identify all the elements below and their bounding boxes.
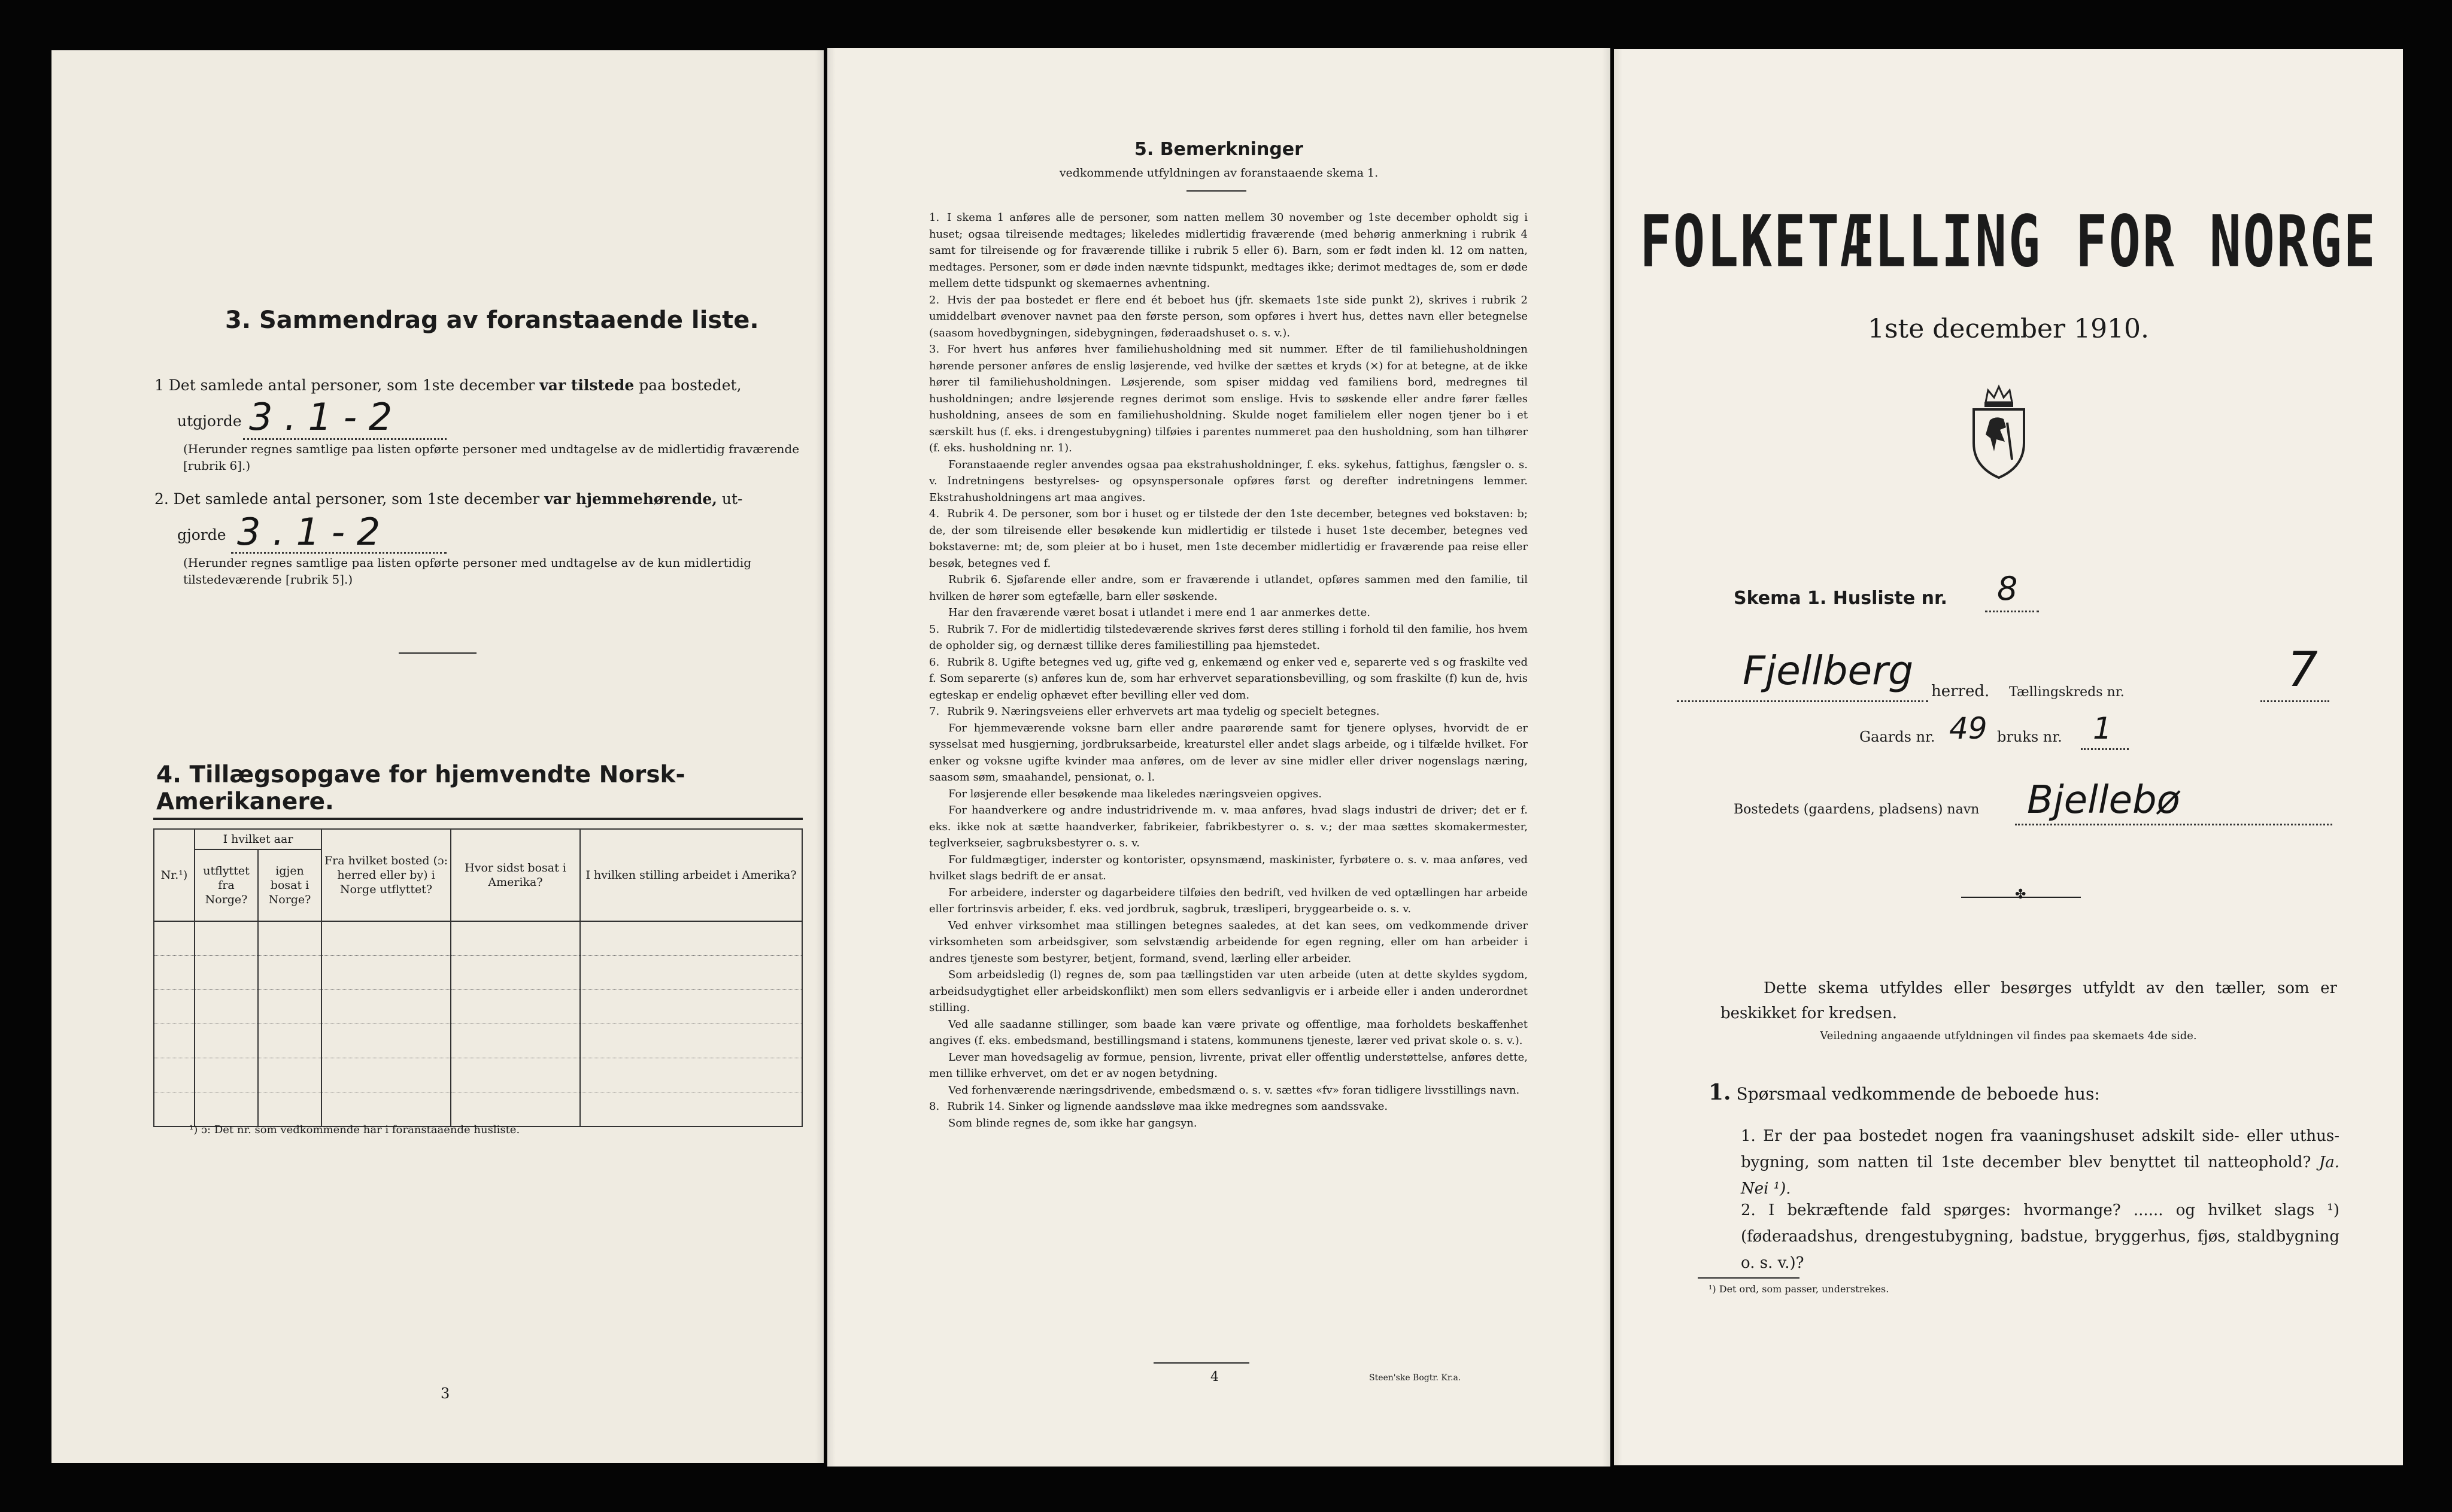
remark-number: 1. [929, 211, 940, 224]
section3-item2 [154, 487, 801, 511]
norsk-amerikanere-table [153, 828, 803, 1127]
remark-text: Rubrik 9. Næringsveiens eller erhvervets art maa tydelig og specielt betegnes. [947, 705, 1380, 718]
remark-paragraph [929, 918, 1528, 967]
remark-text: Rubrik 6. Sjøfarende eller andre, som er fraværende i utlandet, opføres sammen med den familie, til hvilken de hører som egtefælle, barn eller søskende. [929, 573, 1528, 603]
remark-text: Hvis der paa bostedet er flere end ét beboet hus (jfr. skemaets 1ste side punkt 2), skrives i rubrik 2 umiddelbart øvenover navnet paa den første person, som opføres i hvert hus, dettes navn eller betegnelse (saasom hovedbygningen, sidebygningen, føderaadshuset o. s. v.). [929, 293, 1528, 339]
remark-text: Lever man hovedsagelig av formue, pension, livrente, privat eller offentlig understøttelse, anføres dette, men tillike erhvervet, om det er av nogen betydning. [929, 1050, 1528, 1080]
remark-text: For hjemmeværende voksne barn eller andre paarørende samt for tjenere oplyses, hvorvidt de er sysselsat med husgjerning, jordbruksarbeide, kreaturstel eller andet slags arbeide, og i tilfælde hvilket. For enker og voksne ugifte kvinder maa anføres, om de lever av sine midler eller driver nogenslags næring, saasom søm, smaahandel, pensionat, o. l. [929, 721, 1528, 784]
husliste-nr: 8 [1997, 570, 2018, 608]
remark-text: For fuldmægtiger, inderster og kontorister, opsynsmænd, maskinister, fyrbøtere o. s. v. maa anføres, ved hvilket slags bedrift de er ansat. [929, 853, 1528, 882]
skema-label: Skema 1. Husliste nr. [1734, 588, 1947, 609]
remark-paragraph [929, 1082, 1528, 1099]
question-1 [1741, 1123, 2339, 1202]
remark-paragraph [929, 885, 1528, 918]
question-heading-num: 1. [1708, 1080, 1731, 1105]
col-amerika: Hvor sidst bosat i Amerika? [451, 829, 580, 921]
table-footnote: ¹) ɔ: Det nr. som vedkommende har i foranstaaende husliste. [189, 1124, 520, 1136]
remark-paragraph [929, 210, 1528, 292]
bruks-nr: 1 [2093, 711, 2112, 746]
item1-text-b: paa bostedet, [639, 377, 742, 394]
remark-paragraph [929, 572, 1528, 605]
husliste-dotline [1985, 611, 2039, 612]
item2-handwritten: 3 . 1 - 2 [237, 510, 381, 554]
census-date: 1ste december 1910. [1867, 314, 2150, 344]
remark-number: 8. [929, 1100, 940, 1113]
question-1-answer: Ja. Nei ¹). [1741, 1153, 2339, 1198]
remark-paragraph [929, 1098, 1528, 1115]
remark-paragraph [929, 720, 1528, 786]
page-left [51, 50, 824, 1463]
remark-text: I skema 1 anføres alle de personer, som natten mellem 30 november og 1ste december opholdt sig i huset; ogsaa tilreisende medtages; likeledes midlertidig fraværende (med behørig anmerkning i rubrik 4 samt for tilreisende og for fraværende tillike i rubrik 5 eller 6). Barn, som er født inden kl. 12 om natten, medtages. Personer, som er døde inden nævnte tidspunkt, medtages ikke; derimot medtages de, som er døde mellem dette tidspunkt og skemaernes avhentning. [929, 211, 1528, 290]
col-bosted: Fra hvilket bosted (ɔ: herred eller by) i Norge utflyttet? [321, 829, 451, 921]
bosted-handwritten: Bjellebø [2027, 778, 2180, 822]
item1-bold: var tilstede [539, 377, 635, 394]
remark-paragraph [929, 1049, 1528, 1082]
remark-number: 7. [929, 705, 940, 718]
item2-note: (Herunder regnes samtlige paa listen opførte personer med undtagelse av de kun midlertidig tilstedeværende [rubrik 5].) [183, 555, 752, 587]
remark-text: Rubrik 8. Ugifte betegnes ved ug, gifte ved g, enkemænd og enker ved e, separerte ved s og fraskilte ved f. Som separerte (s) anføres kun de, som har erhvervet separationsbevilling, og som fraskilte (f) kun de, hvis egteskap er endelig ophævet efter bevilling eller ved dom. [929, 655, 1528, 702]
col-group-aar: I hvilket aar [195, 829, 321, 849]
instruction-text: Dette skema utfyldes eller besørges utfyldt av den tæller, som er beskikket for kredsen. [1720, 979, 2337, 1022]
remark-paragraph [929, 852, 1528, 885]
table-row [154, 921, 802, 956]
question-heading-text: Spørsmaal vedkommende de beboede hus: [1736, 1084, 2100, 1104]
remark-paragraph [929, 605, 1528, 621]
remark-text: Som blinde regnes de, som ikke har gangsyn. [948, 1116, 1197, 1130]
bosted-label: Bostedets (gaardens, pladsens) navn [1734, 802, 1980, 817]
coat-of-arms-icon [1963, 384, 2035, 480]
remark-paragraph [929, 654, 1528, 704]
gaards-label: Gaards nr. [1859, 728, 1935, 745]
item1-note: (Herunder regnes samtlige paa listen opførte personer med undtagelse av de midlertidig fraværende [rubrik 6].) [183, 442, 800, 473]
remark-number: 5. [929, 623, 940, 636]
printer-mark: Steen'ske Bogtr. Kr.a. [1369, 1373, 1461, 1383]
page-middle [827, 48, 1610, 1467]
bruks-label: bruks nr. [1997, 728, 2062, 745]
remarks-subtitle: vedkommende utfyldningen av foranstaaende skema 1. [1059, 166, 1379, 180]
remark-paragraph [929, 292, 1528, 342]
remark-number: 4. [929, 508, 940, 520]
footnote-rule [1698, 1277, 1799, 1279]
remark-text: Rubrik 7. For de midlertidig tilstedeværende skrives først deres stilling i forhold til den familie, hos hvem de opholder sig, og dernæst tillike deres familiestilling paa hjemstedet. [929, 623, 1528, 652]
section3-item1 [154, 374, 801, 397]
remark-paragraph [929, 506, 1528, 572]
remark-number: 3. [929, 343, 940, 356]
remarks-end-rule [1154, 1362, 1249, 1364]
question-heading [1708, 1080, 2100, 1105]
ornament-icon: ✤ [2015, 887, 2026, 902]
item1-text-a: 1 Det samlede antal personer, som 1ste december [154, 377, 535, 394]
item1-handwritten: 3 . 1 - 2 [249, 395, 393, 439]
page-number-middle: 4 [1210, 1370, 1219, 1385]
question-2: 2. I bekræftende fald spørges: hvormange? ...... og hvilket slags ¹) (føderaadshus, drengestubygning, badstue, bryggerhus, fjøs, staldbygning o. s. v.)? [1741, 1201, 2339, 1272]
census-title: FOLKETÆLLING FOR NORGE [1640, 199, 2377, 284]
gaards-nr: 49 [1949, 711, 1987, 746]
remark-text: Ved forhenværende næringsdrivende, embedsmænd o. s. v. sættes «fv» foran tidligere livsstillings navn. [948, 1083, 1520, 1097]
bosted-dotline [2015, 824, 2332, 825]
herred-dotline [1677, 700, 1928, 702]
kreds-dotline [2260, 700, 2329, 702]
divider [399, 652, 477, 654]
table-row [154, 990, 802, 1024]
remark-text: For løsjerende eller besøkende maa likeledes næringsveien opgives. [948, 787, 1322, 800]
remark-text: Rubrik 4. De personer, som bor i huset og er tilstede der den 1ste december, betegnes ved bokstaven: b; de, der som tilreisende eller besøkende kun midlertidig er tilstede i huset 1ste december, betegnes ved bokstaverne: mt; de, som pleier at bo i huset, men 1ste december midlertidig er fraværende paa reise eller besøk, betegnes ved f. [929, 508, 1528, 570]
item2-text-b: ut- [721, 490, 743, 508]
col-stilling: I hvilken stilling arbeidet i Amerika? [580, 829, 802, 921]
col-utflyttet: utflyttet fra Norge? [195, 849, 258, 921]
table-top-rule [153, 818, 803, 820]
remark-text: For haandverkere og andre industridrivende m. v. maa anføres, hvad slags industri de driver; det er f. eks. ikke nok at sætte haandverker, fabrikeier, fabrikbestyrer o. s. v.; der maa sættes skomakermester, teglverkseier, sagbruksbestyrer o. s. v. [929, 804, 1528, 849]
kreds-nr: 7 [2287, 642, 2318, 697]
remark-paragraph [929, 802, 1528, 852]
remark-number: 6. [929, 655, 940, 669]
remark-paragraph [929, 457, 1528, 506]
remark-text: Rubrik 14. Sinker og lignende aandssløve maa ikke medregnes som aandssvake. [947, 1100, 1388, 1113]
remark-text: For hvert hus anføres hver familiehusholdning med sit nummer. Efter de til familiehusholdningen hørende personer anføres de enslig løsjerende, ved hvilke der sættes et kryds (×) for at betegne, at de ikke hører til familiehusholdningen. Løsjerende, som spiser middag ved familiens bord, medregnes til husholdningen; andre løsjerende regnes derimot som enslige. Hvis to søskende eller andre fører fælles husholdning, ansees de som en familiehusholdning. Skulde noget familielem eller nogen tjener bo i et særskilt hus (f. eks. i drengestubygning) tilføies i parentes nummeret paa den husholdning, som han tilhører (f. eks. husholdning nr. 1). [929, 343, 1528, 454]
remark-paragraph [929, 1016, 1528, 1049]
item2-bold: var hjemmehørende, [544, 490, 717, 508]
remark-paragraph [929, 967, 1528, 1016]
remarks-title: 5. Bemerkninger [1134, 139, 1303, 160]
remark-text: Foranstaaende regler anvendes ogsaa paa ekstrahusholdninger, f. eks. sykehus, fattighus, fængsler o. s. v. Indretningens bestyrelses- og opsynspersonale opføres først og derefter indretningens lemmer. Ekstrahusholdningens art maa angives. [929, 458, 1528, 504]
table-row [154, 1024, 802, 1058]
col-nr: Nr.¹) [154, 829, 195, 921]
remark-paragraph [929, 786, 1528, 803]
remarks-divider [1186, 190, 1246, 192]
item1-dotline [243, 438, 447, 440]
remark-text: Ved enhver virksomhet maa stillingen betegnes saaledes, at det kan sees, om vedkommende driver virksomheten som arbeidsgiver, som selvstændig arbeidende for egen regning, eller om han arbeider i andres tjeneste som bestyrer, betjent, formand, svend, lærling eller arbeider. [929, 919, 1528, 965]
remark-paragraph [929, 621, 1528, 654]
right-footnote: ¹) Det ord, som passer, understrekes. [1708, 1283, 1889, 1295]
remark-text: Ved alle saadanne stillinger, som baade kan være private og offentlige, maa forholdets beskaffenhet angives (f. eks. embedsmand, bestillingsmand i statens, kommunens tjeneste, lærer ved privat skole o. s. v.). [929, 1018, 1528, 1047]
remark-text: Som arbeidsledig (l) regnes de, som paa tællingstiden var uten arbeide (uten at dette skyldes sygdom, arbeidsudygtighet eller arbeidskonflikt) men som ellers sedvanligvis er i arbeide eller i anden underordnet stilling. [929, 968, 1528, 1014]
remark-text: Har den fraværende været bosat i utlandet i mere end 1 aar anmerkes dette. [948, 606, 1370, 619]
page-number-left: 3 [441, 1385, 450, 1402]
col-igjen: igjen bosat i Norge? [258, 849, 321, 921]
bruks-dotline [2081, 748, 2129, 750]
section4-title: 4. Tillægsopgave for hjemvendte Norsk-Amerikanere. [156, 761, 685, 815]
kreds-label: Tællingskreds nr. [2009, 685, 2125, 700]
table-row [154, 956, 802, 990]
remark-paragraph [929, 703, 1528, 720]
table-row [154, 1058, 802, 1092]
item2-label: gjorde [177, 526, 226, 544]
item2-dotline [231, 552, 447, 554]
remark-paragraph [929, 1115, 1528, 1132]
remark-paragraph [929, 341, 1528, 457]
question-1-text: 1. Er der paa bostedet nogen fra vaaningshuset adskilt side- eller uthus-bygning, som natten til 1ste december blev benyttet til natteophold? [1741, 1127, 2339, 1171]
remark-text: For arbeidere, inderster og dagarbeidere tilføies den bedrift, ved hvilken de ved optællingen har arbeide eller fortrinsvis arbeider, f. eks. ved jordbruk, sagbruk, træsliperi, bryggearbeide o. s. v. [929, 886, 1528, 915]
remarks-body [929, 210, 1528, 1131]
item2-text-a: 2. Det samlede antal personer, som 1ste december [154, 490, 540, 508]
instruction-small: Veiledning angaaende utfyldningen vil findes paa skemaets 4de side. [1820, 1030, 2197, 1042]
remark-number: 2. [929, 293, 940, 306]
item1-label: utgjorde [177, 412, 242, 430]
section3-title: 3. Sammendrag av foranstaaende liste. [225, 306, 759, 334]
herred-label: herred. [1931, 682, 1990, 700]
herred-handwritten: Fjellberg [1743, 648, 1914, 694]
page-right [1614, 49, 2403, 1465]
